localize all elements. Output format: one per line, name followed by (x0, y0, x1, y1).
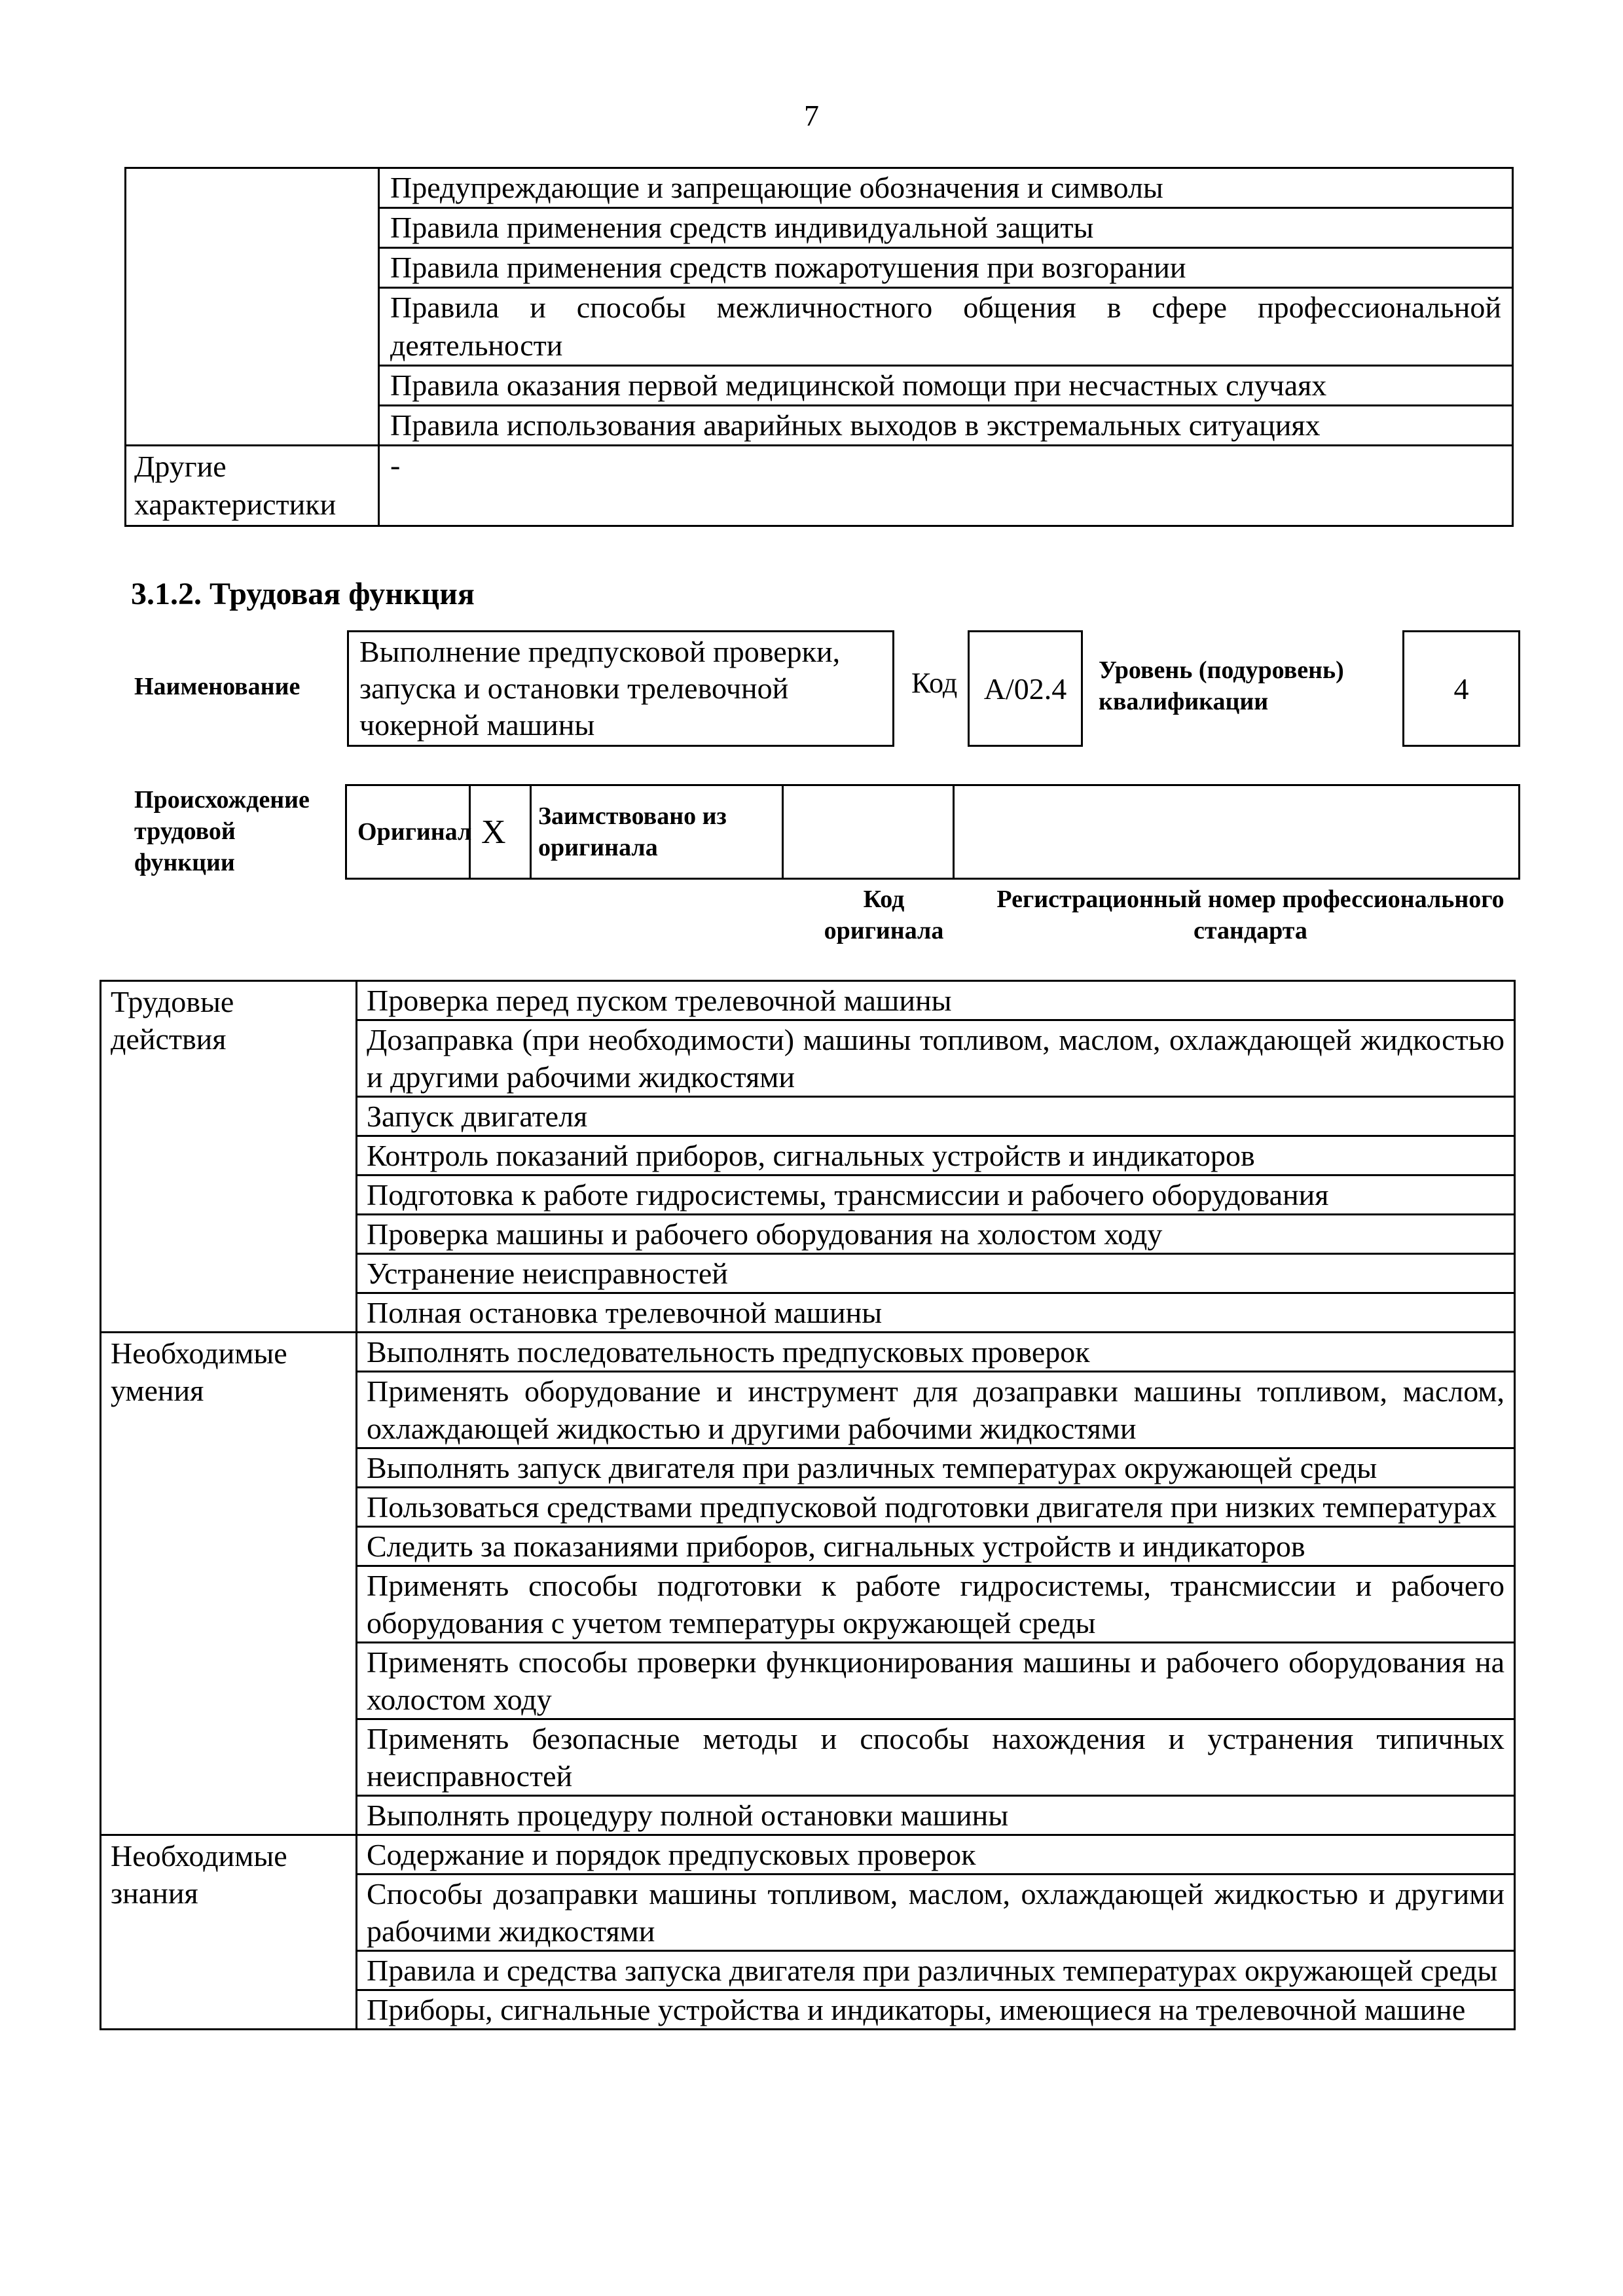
registration-number-cell (954, 785, 1520, 879)
required-skill-item: Пользоваться средствами предпусковой подготовки двигателя при низких температурах (357, 1488, 1515, 1527)
required-knowledge-item: Способы дозаправки машины топливом, маслом, охлаждающей жидкостью и другими рабочими жидкостями (357, 1874, 1515, 1951)
required-skill-item: Применять способы проверки функционирования машины и рабочего оборудования на холостом ходу (357, 1643, 1515, 1719)
required-skills-label: Необходимые умения (101, 1333, 357, 1835)
required-knowledge-item: Содержание и порядок предпусковых проверок (357, 1835, 1515, 1874)
origin-label: Происхождение трудовой функции (134, 786, 310, 876)
function-name-box: Выполнение предпусковой проверки, запуска и остановки трелевочной чокерной машины (347, 630, 894, 747)
registration-number-caption: Регистрационный номер профессионального стандарта (996, 886, 1504, 944)
labor-action-item: Запуск двигателя (357, 1097, 1515, 1136)
other-characteristics-label: Другие характеристики (126, 446, 379, 526)
other-characteristics-value: - (379, 446, 1513, 526)
borrowed-label: Заимствовано из оригинала (538, 802, 727, 861)
original-mark: X (481, 813, 506, 851)
labor-action-item: Подготовка к работе гидросистемы, трансмиссии и рабочего оборудования (357, 1175, 1515, 1215)
required-skill-item: Выполнять последовательность предпусковых проверок (357, 1333, 1515, 1372)
labor-action-item: Дозаправка (при необходимости) машины топливом, маслом, охлаждающей жидкостью и другими рабочими жидкостями (357, 1020, 1515, 1097)
original-code-caption: Код оригинала (824, 886, 944, 944)
labor-function-table (100, 980, 1516, 2030)
required-knowledge-item: Приборы, сигнальные устройства и индикаторы, имеющиеся на трелевочной машине (357, 1990, 1515, 2030)
labor-action-item: Устранение неисправностей (357, 1254, 1515, 1293)
origin-table (345, 784, 1520, 880)
required-skill-item: Применять способы подготовки к работе гидросистемы, трансмиссии и рабочего оборудования с учетом температуры окружающей среды (357, 1566, 1515, 1643)
labor-action-item: Полная остановка трелевочной машины (357, 1293, 1515, 1333)
top-table-empty-label (126, 168, 379, 446)
required-skill-item: Выполнять процедуру полной остановки машины (357, 1796, 1515, 1835)
original-code-cell (783, 785, 954, 879)
labor-action-item: Контроль показаний приборов, сигнальных устройств и индикаторов (357, 1136, 1515, 1175)
labor-actions-label: Трудовые действия (101, 981, 357, 1333)
function-code-box: А/02.4 (968, 630, 1083, 747)
qualification-level-label: Уровень (подуровень) квалификации (1099, 656, 1344, 715)
top-table-item: Правила применения средств индивидуальной защиты (379, 208, 1513, 248)
labor-action-item: Проверка машины и рабочего оборудования на холостом ходу (357, 1215, 1515, 1254)
section-heading: 3.1.2. Трудовая функция (131, 577, 475, 611)
required-knowledge-item: Правила и средства запуска двигателя при различных температурах окружающей среды (357, 1951, 1515, 1990)
required-knowledge-label: Необходимые знания (101, 1835, 357, 2030)
top-table-item: Правила и способы межличностного общения в сфере профессиональной деятельности (379, 288, 1513, 366)
name-label: Наименование (134, 673, 301, 700)
page-number: 7 (804, 99, 819, 132)
top-table-item: Правила использования аварийных выходов в экстремальных ситуациях (379, 406, 1513, 446)
required-skill-item: Следить за показаниями приборов, сигнальных устройств и индикаторов (357, 1527, 1515, 1566)
top-table-item: Предупреждающие и запрещающие обозначения и символы (379, 168, 1513, 208)
qualification-level-box: 4 (1402, 630, 1520, 747)
required-skill-item: Выполнять запуск двигателя при различных температурах окружающей среды (357, 1448, 1515, 1488)
required-skill-item: Применять оборудование и инструмент для дозаправки машины топливом, маслом, охлаждающей жидкостью и другими рабочими жидкостями (357, 1372, 1515, 1448)
code-label: Код (911, 667, 958, 699)
original-label: Оригинал (357, 818, 472, 846)
top-table-item: Правила применения средств пожаротушения при возгорании (379, 248, 1513, 288)
labor-action-item: Проверка перед пуском трелевочной машины (357, 981, 1515, 1020)
top-table-item: Правила оказания первой медицинской помощи при несчастных случаях (379, 366, 1513, 406)
required-skill-item: Применять безопасные методы и способы нахождения и устранения типичных неисправностей (357, 1719, 1515, 1796)
top-requirements-table (124, 167, 1514, 527)
